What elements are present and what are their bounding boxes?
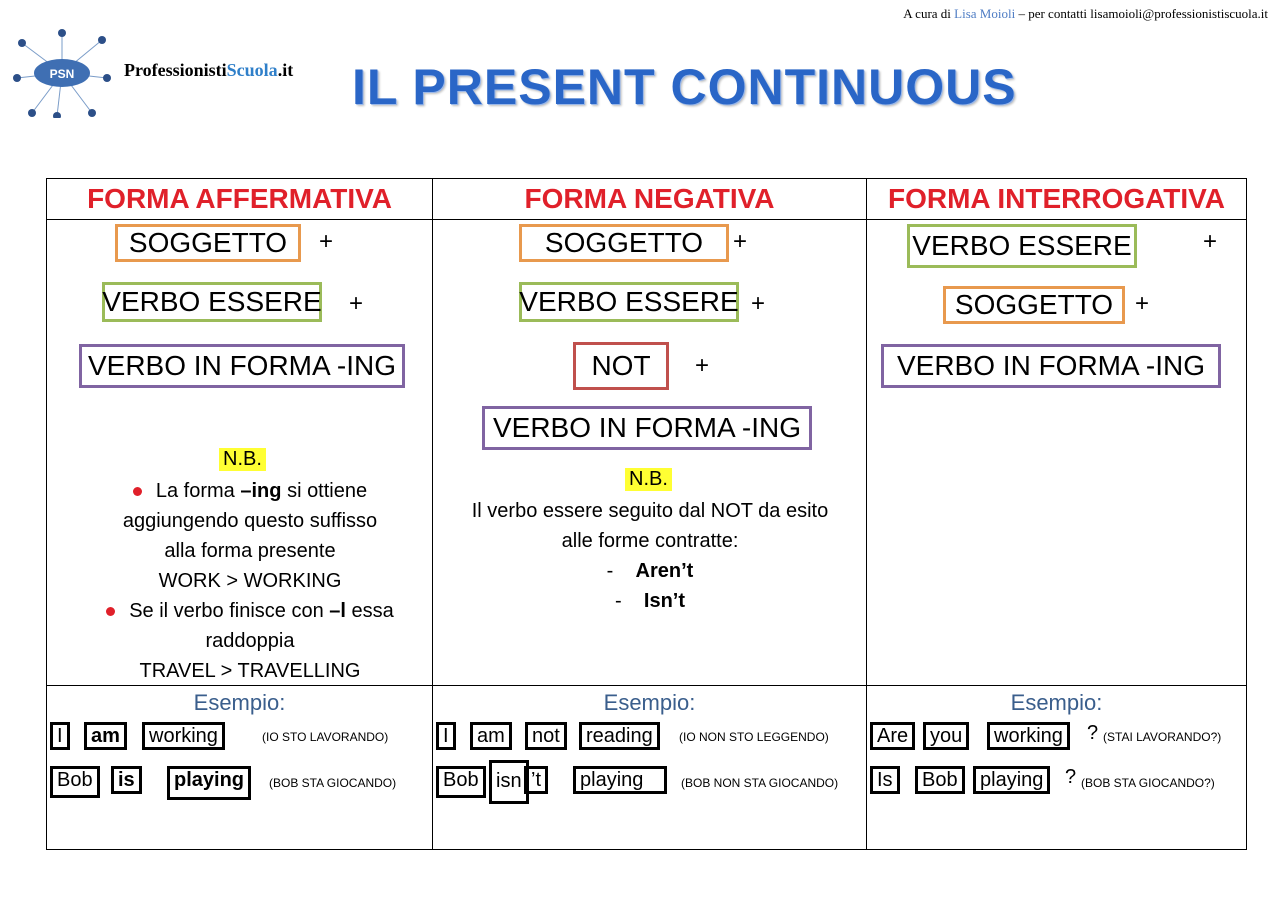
example-word-essere: Are <box>870 722 915 750</box>
example-word-essere: am <box>470 722 512 750</box>
brand-part2: Scuola <box>226 60 278 80</box>
brand-part1: Professionisti <box>124 60 227 80</box>
plus-sign: + <box>1203 228 1218 255</box>
network-logo-icon <box>12 28 112 118</box>
soggetto-box: SOGGETTO <box>115 224 301 262</box>
question-mark: ? <box>1087 722 1099 744</box>
example-word-ing: reading <box>579 722 660 750</box>
negativa-examples <box>433 686 867 850</box>
example-word-subject: I <box>50 722 70 750</box>
example-translation: (BOB STA GIOCANDO?) <box>1081 776 1215 790</box>
note-bold: –l <box>329 600 346 622</box>
example-word-subject: I <box>436 722 456 750</box>
author-credit <box>903 6 1268 22</box>
example-word-essere: is <box>111 766 142 794</box>
example-word-ing: working <box>142 722 225 750</box>
soggetto-box: SOGGETTO <box>519 224 729 262</box>
plus-sign: + <box>319 228 334 255</box>
note-example: TRAVEL > TRAVELLING <box>139 660 361 682</box>
esempio-label: Esempio: <box>193 690 286 715</box>
example-word-ing: playing <box>167 766 251 800</box>
example-word-essere: isn <box>489 760 529 804</box>
contracted-form: Isn’t <box>643 590 686 612</box>
verbo-essere-box: VERBO ESSERE <box>519 282 739 322</box>
note-contracted <box>443 496 857 616</box>
dash: - <box>606 560 614 582</box>
example-word-ing: playing <box>573 766 667 794</box>
note-text: alla forma presente <box>164 540 336 562</box>
note-text: Il verbo essere seguito dal NOT da esito <box>471 500 829 522</box>
header-affermativa: FORMA AFFERMATIVA <box>87 183 392 214</box>
note-example: WORK > WORKING <box>158 570 342 592</box>
verbo-essere-box: VERBO ESSERE <box>907 224 1137 268</box>
svg-text:PSN: PSN <box>49 67 75 81</box>
credit-author: Lisa Moioli <box>954 6 1016 21</box>
bullet-icon <box>133 487 142 496</box>
verbo-essere-box: VERBO ESSERE <box>102 282 322 322</box>
note-text: alle forme contratte: <box>561 530 739 552</box>
contracted-form: Aren’t <box>635 560 694 582</box>
note-text: essa <box>351 600 394 622</box>
example-translation: (STAI LAVORANDO?) <box>1103 730 1222 744</box>
plus-sign: + <box>695 352 710 379</box>
verbo-ing-box: VERBO IN FORMA -ING <box>482 406 812 450</box>
header-interrogativa-cell <box>867 179 1247 220</box>
plus-sign: + <box>1135 290 1150 317</box>
note-text: raddoppia <box>205 630 295 652</box>
soggetto-box: SOGGETTO <box>943 286 1125 324</box>
example-word-ing: playing <box>973 766 1050 794</box>
note-text: Se il verbo finisce con <box>129 600 324 622</box>
affermativa-rules <box>47 220 433 686</box>
credit-contact: – per contatti lisamoioli@professionistiscuola.it <box>1018 6 1268 21</box>
page-title: IL PRESENT CONTINUOUS <box>352 59 1017 115</box>
example-word-subject: Bob <box>50 766 100 798</box>
note-text: si ottiene <box>287 480 368 502</box>
example-word-ing: working <box>987 722 1070 750</box>
brand-name <box>124 60 293 81</box>
header-negativa-cell <box>433 179 867 220</box>
interrogativa-rules <box>867 220 1247 686</box>
note-text: aggiungendo questo suffisso <box>122 510 378 532</box>
examples-row <box>47 686 1247 850</box>
credit-prefix: A cura di <box>903 6 951 21</box>
example-word-essere: Is <box>870 766 900 794</box>
note-ing-suffix <box>77 476 423 596</box>
brand-part3: .it <box>277 60 294 80</box>
verbo-ing-box: VERBO IN FORMA -ING <box>881 344 1221 388</box>
example-word-subject: you <box>923 722 969 750</box>
note-text: La forma <box>155 480 235 502</box>
rules-row <box>47 220 1247 686</box>
header-interrogativa: FORMA INTERROGATIVA <box>887 183 1225 214</box>
note-double-l <box>77 596 423 686</box>
negativa-rules <box>433 220 867 686</box>
nb-label: N.B. <box>219 448 266 471</box>
nb-label: N.B. <box>625 468 672 491</box>
example-translation: (IO NON STO LEGGENDO) <box>679 730 829 744</box>
example-word-not: not <box>525 722 567 750</box>
interrogativa-examples <box>867 686 1247 850</box>
plus-sign: + <box>751 290 766 317</box>
example-translation: (IO STO LAVORANDO) <box>262 730 389 744</box>
verbo-ing-box: VERBO IN FORMA -ING <box>79 344 405 388</box>
esempio-label: Esempio: <box>1010 690 1103 715</box>
example-translation: (BOB NON STA GIOCANDO) <box>681 776 839 790</box>
example-word-essere: am <box>84 722 127 750</box>
affermativa-examples <box>47 686 433 850</box>
not-box: NOT <box>573 342 669 390</box>
example-translation: (BOB STA GIOCANDO) <box>269 776 397 790</box>
header-negativa: FORMA NEGATIVA <box>524 183 775 214</box>
bullet-icon <box>106 607 115 616</box>
header-row <box>47 179 1247 220</box>
header-affermativa-cell <box>47 179 433 220</box>
example-word-subject: Bob <box>915 766 965 794</box>
example-word-not: ’t <box>524 766 548 794</box>
esempio-label: Esempio: <box>603 690 696 715</box>
dash: - <box>614 590 622 612</box>
question-mark: ? <box>1065 766 1077 788</box>
plus-sign: + <box>349 290 364 317</box>
example-word-subject: Bob <box>436 766 486 798</box>
grammar-table <box>46 178 1247 850</box>
plus-sign: + <box>733 228 748 255</box>
note-bold: –ing <box>240 480 282 502</box>
